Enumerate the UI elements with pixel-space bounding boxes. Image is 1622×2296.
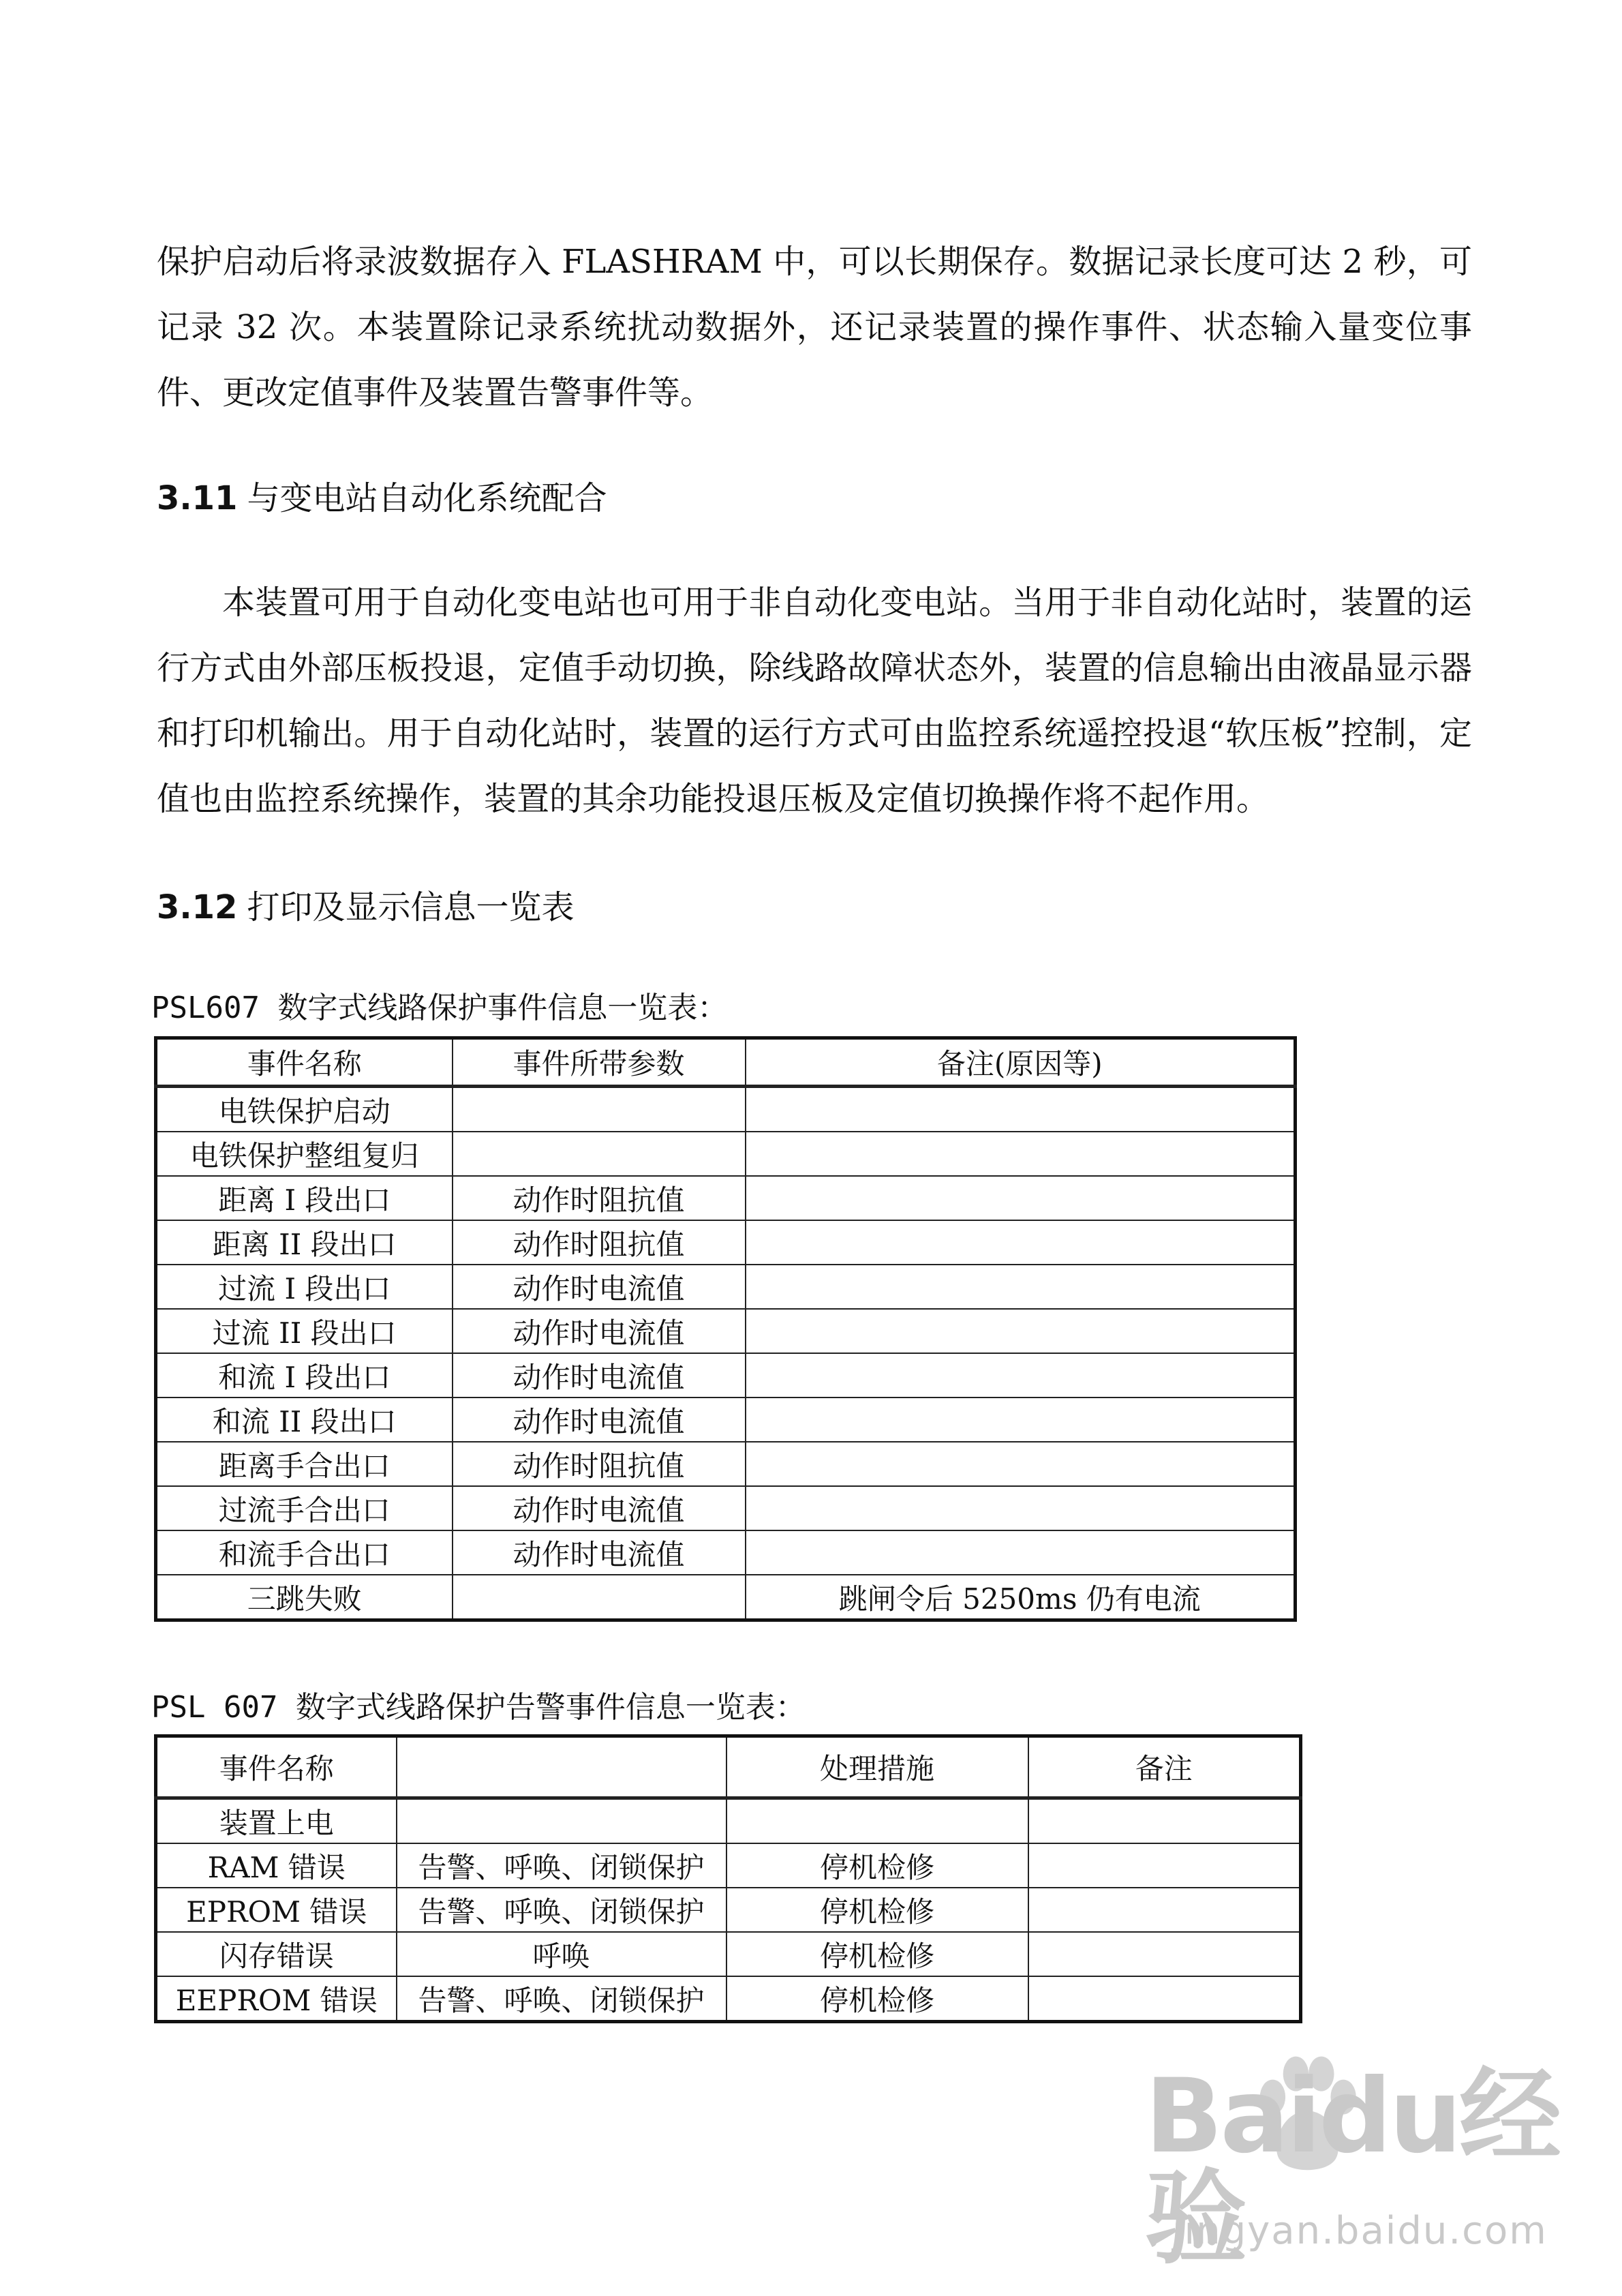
event-remark-cell xyxy=(746,1530,1296,1575)
event-param-cell: 动作时电流值 xyxy=(453,1530,746,1575)
event-name-cell: 距离 I 段出口 xyxy=(156,1176,453,1220)
event-param-cell xyxy=(453,1575,746,1620)
event-name-cell: 过流 II 段出口 xyxy=(156,1309,453,1353)
event-remark-cell xyxy=(746,1265,1296,1309)
event-param-cell xyxy=(453,1087,746,1132)
event-remark-cell xyxy=(746,1353,1296,1398)
alarm-action-cell xyxy=(397,1798,726,1844)
event-name-cell: 距离 II 段出口 xyxy=(156,1220,453,1265)
table-row xyxy=(156,1798,1301,1844)
alarm-remark-cell xyxy=(1028,1976,1301,2022)
alarm-handling-cell: 停机检修 xyxy=(726,1843,1028,1888)
alarm-action-cell: 告警、呼唤、闭锁保护 xyxy=(397,1976,726,2022)
table-row xyxy=(156,1575,1296,1620)
section-title: 打印及显示信息一览表 xyxy=(247,888,575,926)
event-param-cell: 动作时电流值 xyxy=(453,1486,746,1530)
table-row xyxy=(156,1932,1301,1976)
table-row xyxy=(156,1132,1296,1176)
event-name-cell: 电铁保护整组复归 xyxy=(156,1132,453,1176)
event-param-cell: 动作时电流值 xyxy=(453,1398,746,1442)
alarm-handling-cell xyxy=(726,1798,1028,1844)
baidu-jingyan-watermark xyxy=(1145,2052,1581,2278)
event-name-cell: 过流手合出口 xyxy=(156,1486,453,1530)
alarm-handling-cell: 停机检修 xyxy=(726,1976,1028,2022)
section-number: 3.12 xyxy=(157,888,238,926)
table-row xyxy=(156,1976,1301,2022)
event-remark-cell xyxy=(746,1486,1296,1530)
column-header: 事件所带参数 xyxy=(453,1038,746,1087)
alarm-info-table xyxy=(154,1734,1302,2023)
table-row xyxy=(156,1353,1296,1398)
column-header: 事件名称 xyxy=(156,1038,453,1087)
event-param-cell: 动作时电流值 xyxy=(453,1265,746,1309)
table-row xyxy=(156,1176,1296,1220)
alarm-remark-cell xyxy=(1028,1843,1301,1888)
watermark-logo-text: Baidu经验 xyxy=(1145,2057,1559,2278)
column-header: 备注(原因等) xyxy=(746,1038,1296,1087)
alarm-name-cell: EEPROM 错误 xyxy=(156,1976,397,2022)
table-row xyxy=(156,1442,1296,1486)
table-row xyxy=(156,1486,1296,1530)
event-name-cell: 和流 I 段出口 xyxy=(156,1353,453,1398)
table-header-row xyxy=(156,1038,1296,1087)
alarm-handling-cell: 停机检修 xyxy=(726,1888,1028,1932)
event-param-cell xyxy=(453,1132,746,1176)
event-name-cell: 和流手合出口 xyxy=(156,1530,453,1575)
event-table-caption: PSL607 数字式线路保护事件信息一览表： xyxy=(151,991,728,1025)
table-row xyxy=(156,1843,1301,1888)
event-remark-cell xyxy=(746,1176,1296,1220)
intro-paragraph: 保护启动后将录波数据存入 FLASHRAM 中，可以长期保存。数据记录长度可达 2 秒，可记录 32 次。本装置除记录系统扰动数据外，还记录装置的操作事件、状态输入量变位事件、更改定值事件及装置告警事件等。 xyxy=(157,243,1472,412)
alarm-table-caption: PSL 607 数字式线路保护告警事件信息一览表： xyxy=(151,1690,806,1725)
alarm-action-cell: 告警、呼唤、闭锁保护 xyxy=(397,1843,726,1888)
alarm-remark-cell xyxy=(1028,1798,1301,1844)
event-name-cell: 过流 I 段出口 xyxy=(156,1265,453,1309)
column-header: 事件名称 xyxy=(156,1736,397,1798)
section-heading-3-11 xyxy=(157,472,607,519)
alarm-action-cell: 呼唤 xyxy=(397,1932,726,1976)
event-name-cell: 三跳失败 xyxy=(156,1575,453,1620)
section-3-11-body: 本装置可用于自动化变电站也可用于非自动化变电站。当用于非自动化站时，装置的运行方式由外部压板投退，定值手动切换，除线路故障状态外，装置的信息输出由液晶显示器和打印机输出。用于自动化站时，装置的运行方式可由监控系统遥控投退“软压板”控制，定值也由监控系统操作，装置的其余功能投退压板及定值切换操作将不起作用。 xyxy=(157,584,1472,818)
alarm-name-cell: 闪存错误 xyxy=(156,1932,397,1976)
alarm-handling-cell: 停机检修 xyxy=(726,1932,1028,1976)
event-remark-cell: 跳闸令后 5250ms 仍有电流 xyxy=(746,1575,1296,1620)
event-param-cell: 动作时阻抗值 xyxy=(453,1442,746,1486)
alarm-remark-cell xyxy=(1028,1888,1301,1932)
table-row xyxy=(156,1087,1296,1132)
event-remark-cell xyxy=(746,1220,1296,1265)
section-title: 与变电站自动化系统配合 xyxy=(247,479,607,517)
event-param-cell: 动作时阻抗值 xyxy=(453,1176,746,1220)
event-remark-cell xyxy=(746,1309,1296,1353)
event-name-cell: 距离手合出口 xyxy=(156,1442,453,1486)
event-param-cell: 动作时电流值 xyxy=(453,1353,746,1398)
event-remark-cell xyxy=(746,1132,1296,1176)
event-info-table xyxy=(154,1036,1297,1622)
event-param-cell: 动作时阻抗值 xyxy=(453,1220,746,1265)
column-header xyxy=(397,1736,726,1798)
event-remark-cell xyxy=(746,1442,1296,1486)
table-row xyxy=(156,1888,1301,1932)
alarm-name-cell: RAM 错误 xyxy=(156,1843,397,1888)
table-row xyxy=(156,1398,1296,1442)
event-remark-cell xyxy=(746,1087,1296,1132)
section-number: 3.11 xyxy=(157,479,238,517)
table-row xyxy=(156,1265,1296,1309)
watermark-url: jingyan.baidu.com xyxy=(1172,2209,1548,2253)
column-header: 备注 xyxy=(1028,1736,1301,1798)
event-remark-cell xyxy=(746,1398,1296,1442)
column-header: 处理措施 xyxy=(726,1736,1028,1798)
alarm-remark-cell xyxy=(1028,1932,1301,1976)
table-row xyxy=(156,1220,1296,1265)
section-heading-3-12 xyxy=(157,881,574,928)
table-header-row xyxy=(156,1736,1301,1798)
event-param-cell: 动作时电流值 xyxy=(453,1309,746,1353)
table-row xyxy=(156,1309,1296,1353)
event-name-cell: 电铁保护启动 xyxy=(156,1087,453,1132)
alarm-name-cell: EPROM 错误 xyxy=(156,1888,397,1932)
alarm-name-cell: 装置上电 xyxy=(156,1798,397,1844)
event-name-cell: 和流 II 段出口 xyxy=(156,1398,453,1442)
table-row xyxy=(156,1530,1296,1575)
alarm-action-cell: 告警、呼唤、闭锁保护 xyxy=(397,1888,726,1932)
